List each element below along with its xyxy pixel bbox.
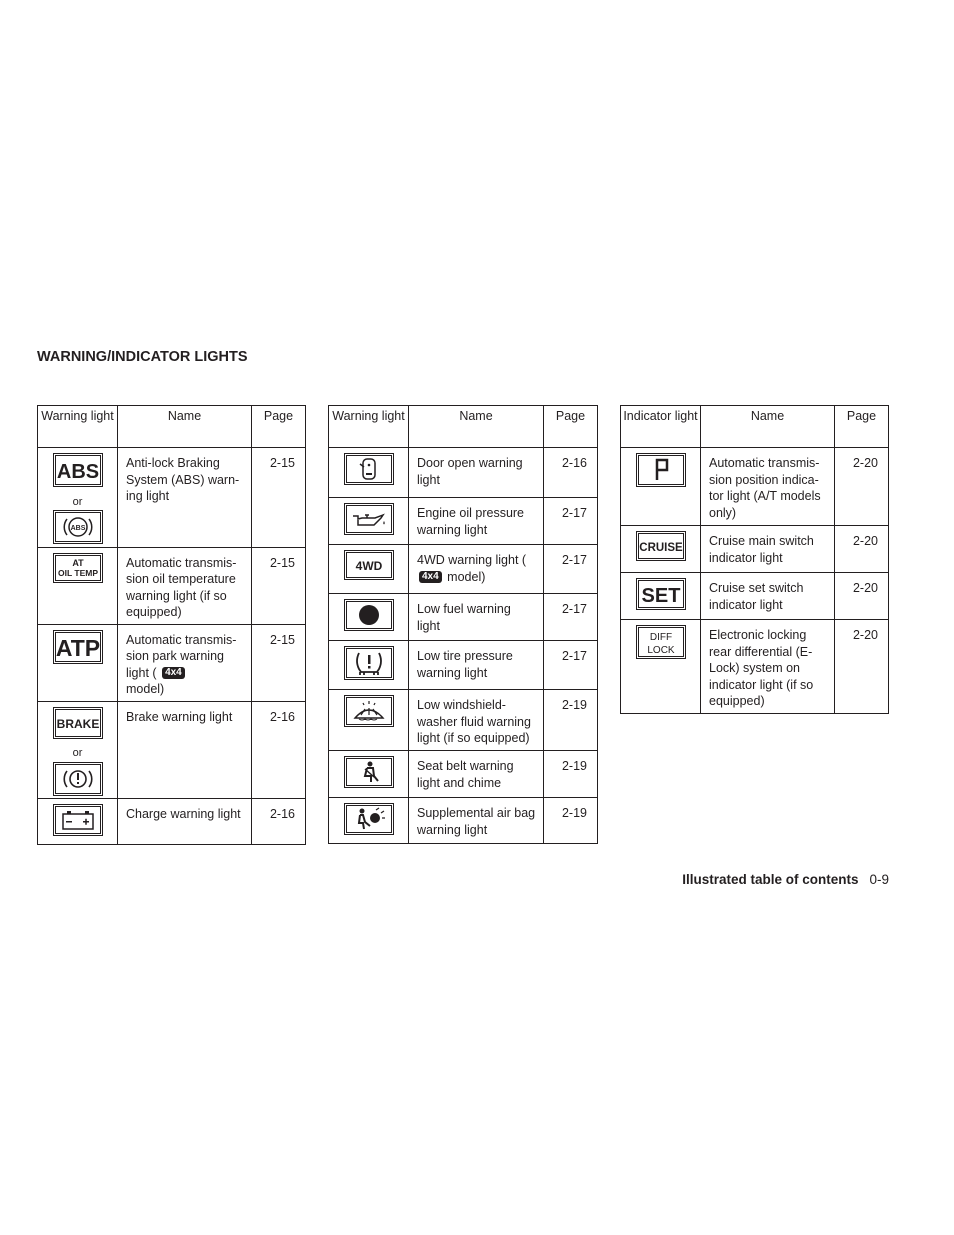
table-row: [329, 448, 598, 498]
washer-fluid-icon: [346, 697, 392, 725]
light-name: Engine oil pressure warning light: [409, 498, 544, 545]
battery-icon: [55, 806, 101, 834]
page-ref: 2-20: [835, 448, 889, 526]
page-footer: [682, 872, 889, 887]
header-warning-light: Warning light: [329, 406, 409, 448]
page-ref: 2-20: [835, 620, 889, 714]
oil-can-icon: [346, 505, 392, 533]
header-name: Name: [701, 406, 835, 448]
name-text: model): [126, 682, 165, 696]
park-p-icon: [638, 455, 684, 485]
svg-text:SET: SET: [641, 585, 680, 607]
light-name: Low windshield-washer fluid warning light (if so equipped): [409, 690, 544, 751]
table-row: [329, 498, 598, 545]
table-row: [621, 620, 889, 714]
or-label: or: [72, 747, 83, 759]
page-ref: 2-16: [252, 799, 306, 845]
table-row: [329, 545, 598, 594]
name-text: 4WD warning light (: [417, 553, 527, 567]
svg-text:ABS: ABS: [56, 461, 99, 483]
svg-text:LOCK: LOCK: [646, 645, 675, 656]
seat-belt-icon: [346, 758, 392, 786]
table-row: [621, 448, 889, 526]
svg-text:OIL TEMP: OIL TEMP: [57, 567, 98, 578]
page-ref: 2-17: [544, 545, 598, 594]
atp-icon: [55, 632, 101, 662]
header-indicator-light: Indicator light: [621, 406, 701, 448]
table-header-row: [329, 406, 598, 448]
header-page: Page: [835, 406, 889, 448]
svg-text:AT: AT: [71, 557, 84, 568]
name-text: model): [447, 569, 486, 584]
indicator-lights-table: [620, 405, 889, 714]
page-ref: 2-16: [544, 448, 598, 498]
table-row: [38, 799, 306, 845]
header-name: Name: [118, 406, 252, 448]
table-row: [621, 526, 889, 573]
light-name: Electronic locking rear differential (E-Lock) system on indicator light (if so equipped): [701, 620, 835, 714]
warning-lights-table-1: [37, 405, 306, 845]
table-row: [329, 798, 598, 844]
svg-text:4WD: 4WD: [355, 559, 382, 573]
diff-lock-icon: [638, 627, 684, 657]
abs-text-icon: [55, 455, 101, 485]
table-row: [38, 701, 306, 799]
header-page: Page: [252, 406, 306, 448]
light-name: Cruise main switch indicator light: [701, 526, 835, 573]
warning-lights-table-2: [328, 405, 598, 844]
light-name: Low tire pressure warning light: [409, 641, 544, 690]
light-name: Brake warning light: [118, 701, 252, 799]
page-ref: 2-17: [544, 498, 598, 545]
page-ref: 2-17: [544, 641, 598, 690]
light-name: Seat belt warning light and chime: [409, 751, 544, 798]
page-ref: 2-20: [835, 526, 889, 573]
page-ref: 2-15: [252, 547, 306, 624]
header-page: Page: [544, 406, 598, 448]
light-name: Charge warning light: [118, 799, 252, 845]
header-name: Name: [409, 406, 544, 448]
page-ref: 2-19: [544, 751, 598, 798]
page-ref: 2-15: [252, 448, 306, 548]
section-heading: WARNING/INDICATOR LIGHTS: [37, 349, 248, 365]
page-number: 0-9: [869, 872, 889, 887]
svg-text:DIFF: DIFF: [649, 632, 672, 643]
4x4-badge-icon: 4x4: [419, 571, 442, 583]
fuel-dot-icon: [346, 601, 392, 629]
table-row: [38, 448, 306, 548]
at-oil-temp-icon: [55, 555, 101, 581]
abs-circle-icon: [55, 512, 101, 542]
table-header-row: [38, 406, 306, 448]
light-name: Low fuel warning light: [409, 594, 544, 641]
svg-text:ABS: ABS: [70, 525, 85, 532]
light-name: Supplemental air bag warning light: [409, 798, 544, 844]
svg-text:BRAKE: BRAKE: [56, 716, 99, 731]
page-ref: 2-19: [544, 690, 598, 751]
svg-text:ATP: ATP: [55, 634, 100, 661]
light-name: Automatic transmis-sion position indica-tor light (A/T models only): [701, 448, 835, 526]
svg-text:CRUISE: CRUISE: [638, 542, 683, 554]
brake-circle-icon: [55, 764, 101, 794]
page-ref: 2-19: [544, 798, 598, 844]
page-ref: 2-15: [252, 624, 306, 701]
4wd-icon: [346, 552, 392, 578]
light-name: Cruise set switch indicator light: [701, 573, 835, 620]
table-row: [329, 594, 598, 641]
light-name: [118, 624, 252, 701]
or-label: or: [72, 495, 83, 508]
table-row: [38, 624, 306, 701]
light-name: Automatic transmis-sion oil temperature warning light (if so equipped): [118, 547, 252, 624]
table-row: [621, 573, 889, 620]
4x4-badge-icon: 4x4: [162, 667, 185, 679]
table-row: [329, 641, 598, 690]
light-name: Door open warning light: [409, 448, 544, 498]
table-row: [38, 547, 306, 624]
table-header-row: [621, 406, 889, 448]
footer-title: Illustrated table of contents: [682, 872, 859, 887]
door-open-icon: [346, 455, 392, 483]
brake-text-icon: [55, 709, 101, 737]
page-ref: 2-20: [835, 573, 889, 620]
header-warning-light: Warning light: [38, 406, 118, 448]
tire-pressure-icon: [346, 648, 392, 678]
light-name: Anti-lock Braking System (ABS) warn-ing light: [118, 448, 252, 548]
table-row: [329, 751, 598, 798]
table-row: [329, 690, 598, 751]
cruise-icon: [638, 533, 684, 559]
page-ref: 2-16: [252, 701, 306, 799]
set-icon: [638, 580, 684, 608]
page-ref: 2-17: [544, 594, 598, 641]
airbag-icon: [346, 805, 392, 833]
name-text: Automatic transmis-sion park warning light (: [126, 632, 237, 680]
light-name: [409, 545, 544, 594]
